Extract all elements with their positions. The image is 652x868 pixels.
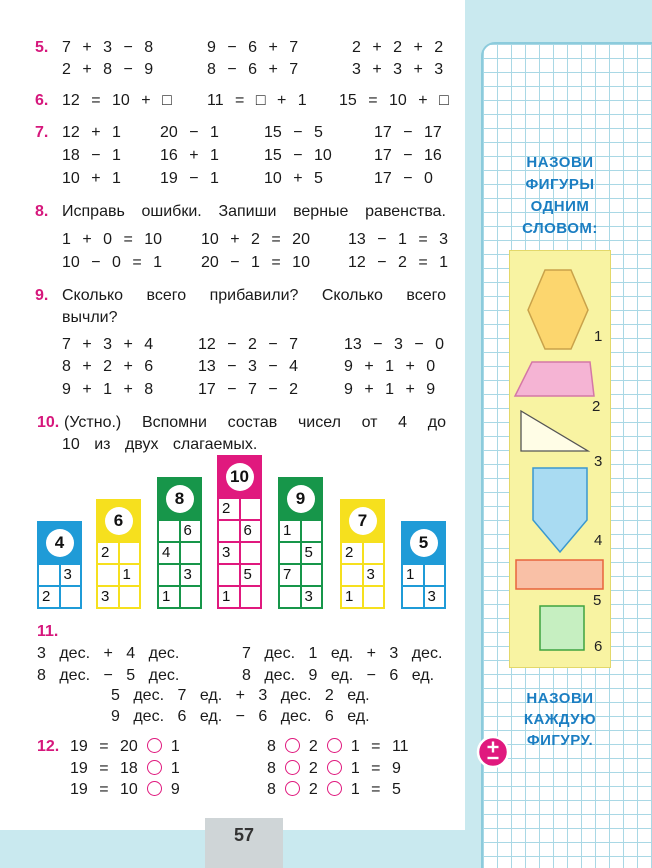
house-cell xyxy=(241,587,261,607)
equation-part: 1 xyxy=(170,738,180,755)
expression: 16 + 1 xyxy=(160,147,219,164)
expression: 10 + 5 xyxy=(264,170,323,187)
house-number: 8 xyxy=(166,485,194,513)
number-house-6 xyxy=(96,499,141,609)
right-triangle-shape xyxy=(521,411,588,451)
house-cell: 3 xyxy=(181,565,201,585)
expression: 7 + 3 − 8 xyxy=(62,39,154,56)
house-cell xyxy=(159,565,179,585)
number-house-8 xyxy=(157,477,202,609)
expression: 9 + 1 + 8 xyxy=(62,381,154,398)
house-cell xyxy=(364,543,384,563)
house-number: 6 xyxy=(105,507,133,535)
house-cell: 2 xyxy=(39,587,59,607)
problem-9-instruction-line: Сколько всего прибавили? Сколько всего xyxy=(62,287,446,304)
expression: 9 − 6 + 7 xyxy=(207,39,299,56)
rectangle-shape xyxy=(516,560,603,589)
expression: 13 − 3 − 0 xyxy=(344,336,445,353)
problem-8-instruction: Исправь ошибки. Запиши верные равенства. xyxy=(62,203,446,220)
number-house-9 xyxy=(278,477,323,609)
house-cell xyxy=(280,587,300,607)
trapezoid-shape xyxy=(515,362,594,396)
expression: 19 − 1 xyxy=(160,170,219,187)
equation-part: 8 xyxy=(267,781,276,798)
house-cell xyxy=(98,565,118,585)
side-title-bottom: НАЗОВИ КАЖДУЮ ФИГУРУ. xyxy=(523,690,597,749)
house-cell: 1 xyxy=(219,587,239,607)
expression: 15 − 10 xyxy=(264,147,332,164)
house-cell: 4 xyxy=(159,543,179,563)
blank-circle xyxy=(285,760,300,775)
house-cell: 3 xyxy=(364,565,384,585)
blank-circle xyxy=(327,781,342,796)
side-title-top: НАЗОВИ ФИГУРЫ ОДНИМ СЛОВОМ: xyxy=(522,154,598,237)
house-header xyxy=(401,521,446,565)
house-cell xyxy=(425,565,445,585)
expression: 3 + 3 + 3 xyxy=(352,61,444,78)
house-cell xyxy=(39,565,59,585)
expression: 17 − 0 xyxy=(374,170,433,187)
house-cell: 3 xyxy=(302,587,322,607)
equation-part: 8 xyxy=(267,738,276,755)
equation-part: 19 = 20 xyxy=(70,738,138,755)
expression: 20 − 1 xyxy=(160,124,219,141)
house-grid xyxy=(157,521,202,609)
problem-9-number: 9. xyxy=(35,287,49,304)
house-number: 5 xyxy=(410,529,438,557)
house-header xyxy=(340,499,385,543)
equation: 1 + 0 = 10 xyxy=(62,231,163,248)
expression: 8 + 2 + 6 xyxy=(62,358,154,375)
problem-10-number: 10. xyxy=(37,414,60,431)
house-cell: 3 xyxy=(98,587,118,607)
problem-12-number: 12. xyxy=(37,738,60,755)
equation-part: 2 xyxy=(308,738,318,755)
house-cell: 6 xyxy=(241,521,261,541)
equation: 15 = 10 + □ xyxy=(339,92,449,109)
expression: 8 − 6 + 7 xyxy=(207,61,299,78)
house-cell xyxy=(342,565,362,585)
sign-equation xyxy=(267,780,401,800)
house-grid xyxy=(278,521,323,609)
blank-circle xyxy=(327,738,342,753)
equation: 20 − 1 = 10 xyxy=(201,254,310,271)
sign-equation xyxy=(70,737,180,757)
problem-8-number: 8. xyxy=(35,203,49,220)
house-header xyxy=(96,499,141,543)
problem-10-instruction-line: (Устно.) Вспомни состав чисел от 4 до xyxy=(64,414,446,431)
house-cell: 2 xyxy=(342,543,362,563)
house-grid xyxy=(401,565,446,609)
house-header xyxy=(37,521,82,565)
house-cell: 3 xyxy=(61,565,81,585)
house-cell: 1 xyxy=(342,587,362,607)
expression: 18 − 1 xyxy=(62,147,121,164)
expression: 9 + 1 + 0 xyxy=(344,358,436,375)
house-cell: 1 xyxy=(403,565,423,585)
number-house-7 xyxy=(340,499,385,609)
equation: 10 − 0 = 1 xyxy=(62,254,163,271)
expression: 13 − 3 − 4 xyxy=(198,358,299,375)
equation-part: 2 xyxy=(308,760,318,777)
equation-part: 9 xyxy=(170,781,180,798)
figure-number: 2 xyxy=(592,398,601,415)
expression: 17 − 17 xyxy=(374,124,442,141)
house-cell xyxy=(241,499,261,519)
expression: 3 дес. + 4 дес. xyxy=(37,645,180,662)
sign-equation xyxy=(70,780,180,800)
equation-part: 1 xyxy=(170,760,180,777)
figure-number: 5 xyxy=(593,592,602,609)
house-cell: 5 xyxy=(241,565,261,585)
house-cell xyxy=(181,587,201,607)
figure-number: 4 xyxy=(594,532,603,549)
number-house-10 xyxy=(217,455,262,609)
house-cell: 1 xyxy=(159,587,179,607)
expression: 17 − 7 − 2 xyxy=(198,381,299,398)
house-cell: 2 xyxy=(219,499,239,519)
expression: 8 дес. 9 ед. − 6 ед. xyxy=(242,667,435,684)
blank-circle xyxy=(147,738,162,753)
house-cell: 6 xyxy=(181,521,201,541)
expression: 8 дес. − 5 дес. xyxy=(37,667,180,684)
problem-7-number: 7. xyxy=(35,124,49,141)
house-cell xyxy=(120,543,140,563)
equation: 10 + 2 = 20 xyxy=(201,231,310,248)
house-header xyxy=(278,477,323,521)
expression: 17 − 16 xyxy=(374,147,442,164)
pentagon-shape xyxy=(533,468,587,552)
equation-part: 8 xyxy=(267,760,276,777)
expression: 7 дес. 1 ед. + 3 дес. xyxy=(242,645,443,662)
problem-10-instruction-line: 10 из двух слагаемых. xyxy=(62,436,258,453)
house-cell xyxy=(364,587,384,607)
square-shape xyxy=(540,606,584,650)
house-cell xyxy=(159,521,179,541)
house-cell: 7 xyxy=(280,565,300,585)
house-cell: 2 xyxy=(98,543,118,563)
expression: 2 + 2 + 2 xyxy=(352,39,444,56)
blank-circle xyxy=(285,738,300,753)
house-cell: 1 xyxy=(120,565,140,585)
house-cell xyxy=(219,565,239,585)
problem-6-number: 6. xyxy=(35,92,49,109)
blank-circle xyxy=(327,760,342,775)
house-cell: 3 xyxy=(219,543,239,563)
house-cell: 1 xyxy=(280,521,300,541)
expression: 9 + 1 + 9 xyxy=(344,381,436,398)
equation: 11 = □ + 1 xyxy=(207,92,307,109)
house-cell xyxy=(302,521,322,541)
equation: 12 − 2 = 1 xyxy=(348,254,449,271)
house-cell xyxy=(241,543,261,563)
equation-part: 1 = 11 xyxy=(350,738,409,755)
expression: 5 дес. 7 ед. + 3 дес. 2 ед. xyxy=(111,687,370,704)
problem-11-number: 11. xyxy=(37,623,59,640)
house-cell xyxy=(61,587,81,607)
house-cell xyxy=(403,587,423,607)
sign-equation xyxy=(267,759,401,779)
equation-part: 19 = 10 xyxy=(70,781,138,798)
blank-circle xyxy=(285,781,300,796)
house-number: 7 xyxy=(349,507,377,535)
house-cell xyxy=(302,565,322,585)
house-number: 4 xyxy=(46,529,74,557)
house-grid xyxy=(217,499,262,609)
blank-circle xyxy=(147,760,162,775)
figure-number: 6 xyxy=(594,638,603,655)
house-number: 9 xyxy=(287,485,315,513)
equation-part: 19 = 18 xyxy=(70,760,138,777)
expression: 7 + 3 + 4 xyxy=(62,336,154,353)
expression: 10 + 1 xyxy=(62,170,121,187)
house-number: 10 xyxy=(226,463,254,491)
house-cell: 5 xyxy=(302,543,322,563)
sign-equation xyxy=(267,737,409,757)
equation-part: 1 = 5 xyxy=(350,781,401,798)
house-grid xyxy=(340,543,385,609)
house-cell xyxy=(280,543,300,563)
house-cell xyxy=(219,521,239,541)
expression: 9 дес. 6 ед. − 6 дес. 6 ед. xyxy=(111,708,370,725)
house-cell xyxy=(181,543,201,563)
expression: 15 − 5 xyxy=(264,124,323,141)
hexagon-shape xyxy=(528,270,588,349)
sign-equation xyxy=(70,759,180,779)
equation-part: 1 = 9 xyxy=(350,760,401,777)
house-header xyxy=(217,455,262,499)
equation: 12 = 10 + □ xyxy=(62,92,172,109)
figure-number: 1 xyxy=(594,328,603,345)
figure-number: 3 xyxy=(594,453,603,470)
problem-9-instruction-line: вычли? xyxy=(62,309,118,326)
blank-circle xyxy=(147,781,162,796)
expression: 12 − 2 − 7 xyxy=(198,336,299,353)
page-number: 57 xyxy=(205,818,283,868)
plus-minus-icon xyxy=(476,735,510,769)
number-house-4 xyxy=(37,521,82,609)
problem-5-number: 5. xyxy=(35,39,49,56)
house-grid xyxy=(96,543,141,609)
expression: 2 + 8 − 9 xyxy=(62,61,154,78)
house-cell xyxy=(120,587,140,607)
equation-part: 2 xyxy=(308,781,318,798)
number-house-5 xyxy=(401,521,446,609)
equation: 13 − 1 = 3 xyxy=(348,231,449,248)
house-grid xyxy=(37,565,82,609)
house-header xyxy=(157,477,202,521)
expression: 12 + 1 xyxy=(62,124,121,141)
house-cell: 3 xyxy=(425,587,445,607)
